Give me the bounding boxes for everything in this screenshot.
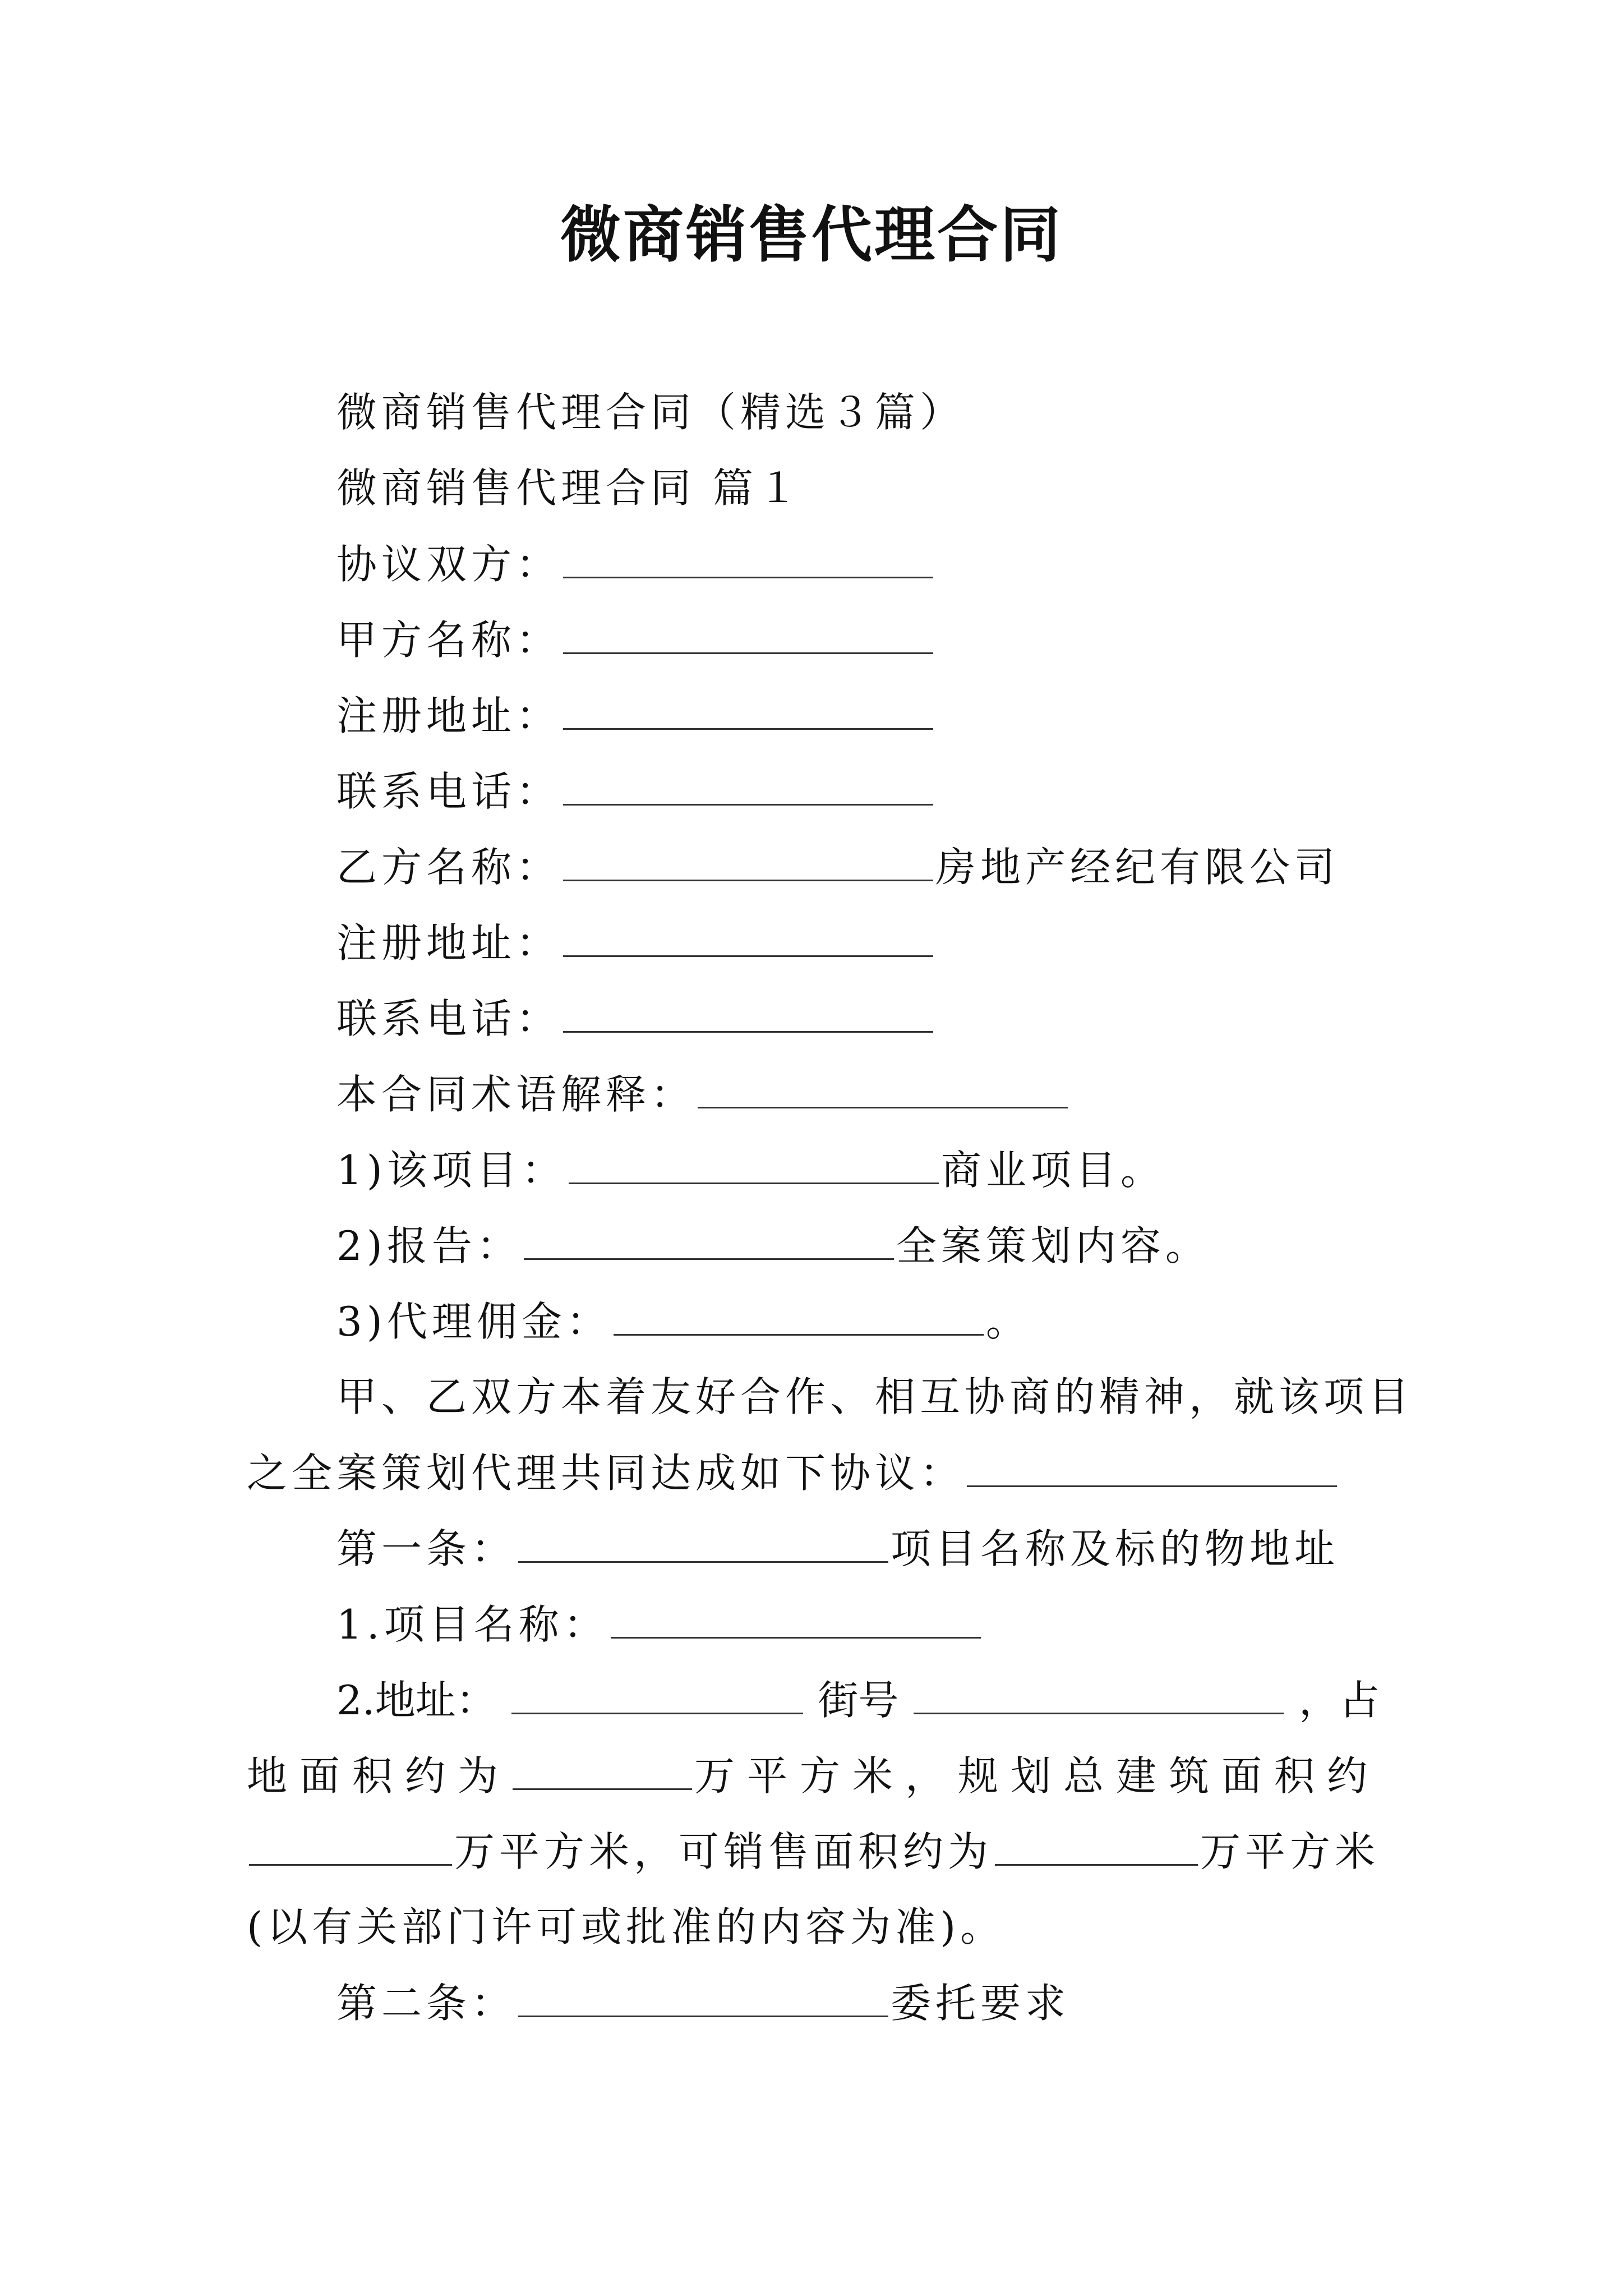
intro-line-1 (336, 1366, 1413, 1428)
party-b-phone-line (336, 987, 935, 1049)
party-a-address-label: 注册地址： (336, 692, 561, 739)
item2-street-blank[interactable] (914, 1669, 1284, 1714)
term1-suffix: 商业项目。 (940, 1147, 1165, 1194)
item2-address-blank[interactable] (511, 1669, 803, 1714)
term3-suffix: 。 (985, 1298, 1031, 1345)
party-b-name-line (336, 836, 1339, 898)
party-b-address-line (336, 912, 935, 973)
parties-blank[interactable] (563, 533, 933, 578)
area-land-label: 地面积约为 (247, 1752, 511, 1800)
term2-blank[interactable] (524, 1214, 894, 1260)
term1-line (336, 1139, 1165, 1200)
item2-label: 2.地址： (336, 1677, 496, 1724)
party-b-phone-label: 联系电话： (336, 995, 561, 1042)
party-a-phone-label: 联系电话： (336, 768, 561, 815)
parties-label: 协议双方： (336, 541, 561, 588)
party-b-name-label: 乙方名称： (336, 844, 561, 891)
area-land-blank[interactable] (513, 1745, 692, 1790)
term2-line (336, 1214, 1210, 1276)
term3-line (336, 1290, 1031, 1352)
item2-comma: ，占 (1298, 1677, 1380, 1724)
party-b-name-blank[interactable] (563, 836, 933, 881)
document-title: 微商销售代理合同 (560, 200, 1063, 270)
section-heading-text: 微商销售代理合同 篇１ (336, 464, 803, 512)
party-b-phone-blank[interactable] (563, 987, 933, 1033)
intro-text-1: 甲、乙双方本着友好合作、相互协商的精神，就该项目 (336, 1373, 1414, 1420)
terms-blank[interactable] (698, 1063, 1068, 1108)
term3-blank[interactable] (614, 1290, 984, 1336)
party-a-name-blank[interactable] (563, 609, 933, 654)
article2-blank[interactable] (518, 1972, 888, 2017)
intro-blank[interactable] (967, 1442, 1337, 1487)
item1-blank[interactable] (611, 1593, 981, 1639)
parties-line (336, 533, 935, 595)
intro-line-2 (247, 1442, 1339, 1503)
party-b-address-blank[interactable] (563, 912, 933, 957)
term2-label: 2)报告： (336, 1222, 522, 1269)
area-unit-2: 万平方米 (1200, 1828, 1380, 1875)
article1-line (336, 1517, 1339, 1579)
item2-line (336, 1669, 1380, 1731)
terms-label: 本合同术语解释： (336, 1071, 696, 1118)
area-line-1 (247, 1745, 1380, 1806)
area-note-line (247, 1896, 1005, 1958)
party-a-name-line (336, 609, 935, 670)
area-unit-1: 万平方米，可销售面积约为 (454, 1828, 993, 1875)
party-a-name-label: 甲方名称： (336, 616, 561, 664)
term2-suffix: 全案策划内容。 (896, 1222, 1210, 1269)
area-total-blank[interactable] (249, 1820, 452, 1866)
term1-label: 1)该项目： (336, 1147, 566, 1194)
article2-label: 第二条： (336, 1980, 517, 2027)
term1-blank[interactable] (569, 1139, 939, 1184)
article2-suffix: 委托要求 (891, 1980, 1071, 2027)
area-total-label: 万平方米，规划总建筑面积约 (694, 1752, 1380, 1800)
area-sale-blank[interactable] (995, 1820, 1198, 1866)
party-b-address-label: 注册地址： (336, 919, 561, 967)
party-a-address-blank[interactable] (563, 684, 933, 730)
article1-blank[interactable] (518, 1517, 888, 1563)
intro-text-2: 之全案策划代理共同达成如下协议： (247, 1450, 965, 1497)
area-line-2 (247, 1820, 1380, 1882)
party-a-phone-blank[interactable] (563, 760, 933, 806)
article1-suffix: 项目名称及标的物地址 (891, 1525, 1340, 1572)
article2-line (336, 1972, 1070, 2033)
section-heading (336, 457, 803, 519)
terms-line (336, 1063, 1070, 1125)
subtitle-text: 微商销售代理合同（精选３篇） (336, 389, 965, 436)
article1-label: 第一条： (336, 1525, 517, 1572)
item1-label: 1.项目名称： (336, 1601, 608, 1648)
document-subtitle (336, 381, 965, 443)
area-note: (以有关部门许可或批准的内容为准)。 (247, 1903, 1006, 1950)
party-b-name-suffix: 房地产经纪有限公司 (935, 844, 1340, 891)
item1-line (336, 1593, 983, 1655)
term3-label: 3)代理佣金： (336, 1298, 611, 1345)
party-a-address-line (336, 684, 935, 746)
item2-street: 街号 (818, 1677, 899, 1724)
party-a-phone-line (336, 760, 935, 822)
